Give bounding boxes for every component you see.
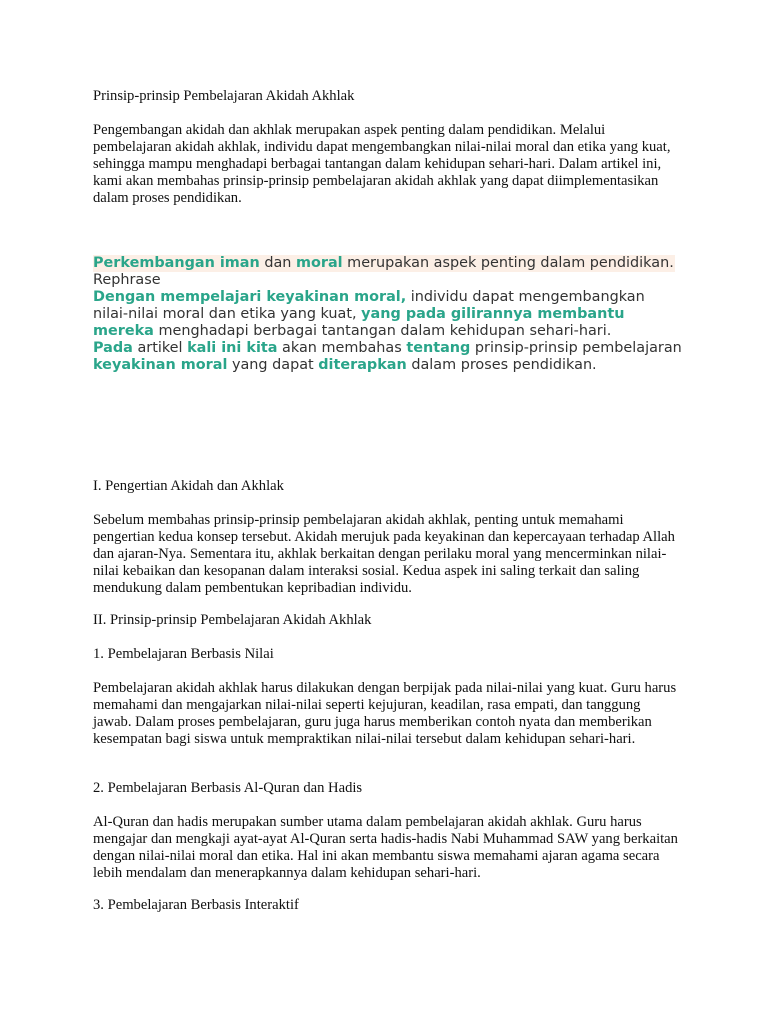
section-paragraph: Al-Quran dan hadis merupakan sumber utama dalam pembelajaran akidah akhlak. Guru harus mengajar dan mengkaji ayat-ayat Al-Quran serta hadis-hadis Nabi Muhammad SAW yang berkaitan dengan nilai-nilai moral dan etika. Hal ini akan membantu siswa memahami ajaran agama secara lebih mendalam dan menerapkannya dalam kehidupan sehari-hari. <box>93 814 678 881</box>
section-paragraph: Sebelum membahas prinsip-prinsip pembelajaran akidah akhlak, penting untuk memahami pengertian kedua konsep tersebut. Akidah merujuk pada keyakinan dan kepercayaan terhadap Allah dan ajaran-Nya. Sementara itu, akhlak berkaitan dengan perilaku moral yang mencerminkan nilai-nilai kebaikan dan kesopanan dalam interaksi sosial. Kedua aspek ini saling terkait dan saling mendukung dalam pembentukan kepribadian individu. <box>93 512 675 596</box>
rephrased-sentence[interactable] <box>93 289 683 340</box>
highlighted-sentence[interactable] <box>93 255 675 272</box>
sentence-text: prinsip-prinsip pembelajaran <box>470 340 682 356</box>
intro-paragraph: Pengembangan akidah dan akhlak merupakan aspek penting dalam pendidikan. Melalui pembelajaran akidah akhlak, individu dapat mengembangkan nilai-nilai moral dan etika yang kuat, sehingga mampu menghadapi berbagai tantangan dalam kehidupan sehari-hari. Dalam artikel ini, kami akan membahas prinsip-prinsip pembelajaran akidah akhlak yang dapat diimplementasikan dalam proses pendidikan. <box>93 122 671 206</box>
sentence-text: dan <box>259 255 296 271</box>
sentence-text: artikel <box>132 340 188 356</box>
section-heading: I. Pengertian Akidah dan Akhlak <box>93 478 284 494</box>
rephrased-phrase: keyakinan moral <box>93 357 228 373</box>
sentence-text: yang dapat <box>227 357 319 373</box>
document-title: Prinsip-prinsip Pembelajaran Akidah Akhlak <box>93 88 355 104</box>
rephrased-phrase: Dengan mempelajari keyakinan moral, <box>93 289 407 305</box>
subsection-heading: 1. Pembelajaran Berbasis Nilai <box>93 646 274 662</box>
rephrased-sentence[interactable] <box>93 340 683 374</box>
rephrased-phrase: tentang <box>406 340 471 356</box>
rephrase-label: Rephrase <box>93 272 161 288</box>
sentence-text: merupakan aspek penting dalam pendidikan. <box>342 255 674 271</box>
rephrased-phrase: yang pada gilirannya membantu mereka <box>93 306 625 339</box>
subsection-heading: 3. Pembelajaran Berbasis Interaktif <box>93 897 299 913</box>
section-paragraph: Pembelajaran akidah akhlak harus dilakukan dengan berpijak pada nilai-nilai yang kuat. Guru harus memahami dan mengajarkan nilai-nilai seperti kejujuran, keadilan, rasa empati, dan tanggung jawab. Dalam proses pembelajaran, guru juga harus memberikan contoh nyata dan memberikan kesempatan bagi siswa untuk mempraktikan nilai-nilai tersebut dalam kehidupan sehari-hari. <box>93 680 677 747</box>
rephrased-phrase: Perkembangan iman <box>93 255 260 271</box>
rephrased-phrase: moral <box>295 255 343 271</box>
rephrased-phrase: diterapkan <box>318 357 407 373</box>
rephrased-phrase: kali ini kita <box>187 340 278 356</box>
sentence-text: menghadapi berbagai tantangan dalam kehidupan sehari-hari. <box>153 323 612 339</box>
sentence-text: dalam proses pendidikan. <box>406 357 597 373</box>
sentence-text: individu dapat mengembangkan nilai-nilai moral dan etika yang kuat, <box>93 289 645 322</box>
subsection-heading: 2. Pembelajaran Berbasis Al-Quran dan Hadis <box>93 780 363 796</box>
section-heading: II. Prinsip-prinsip Pembelajaran Akidah Akhlak <box>93 612 372 628</box>
sentence-text: akan membahas <box>277 340 407 356</box>
rephrase-panel <box>93 255 683 374</box>
rephrased-phrase: Pada <box>93 340 133 356</box>
